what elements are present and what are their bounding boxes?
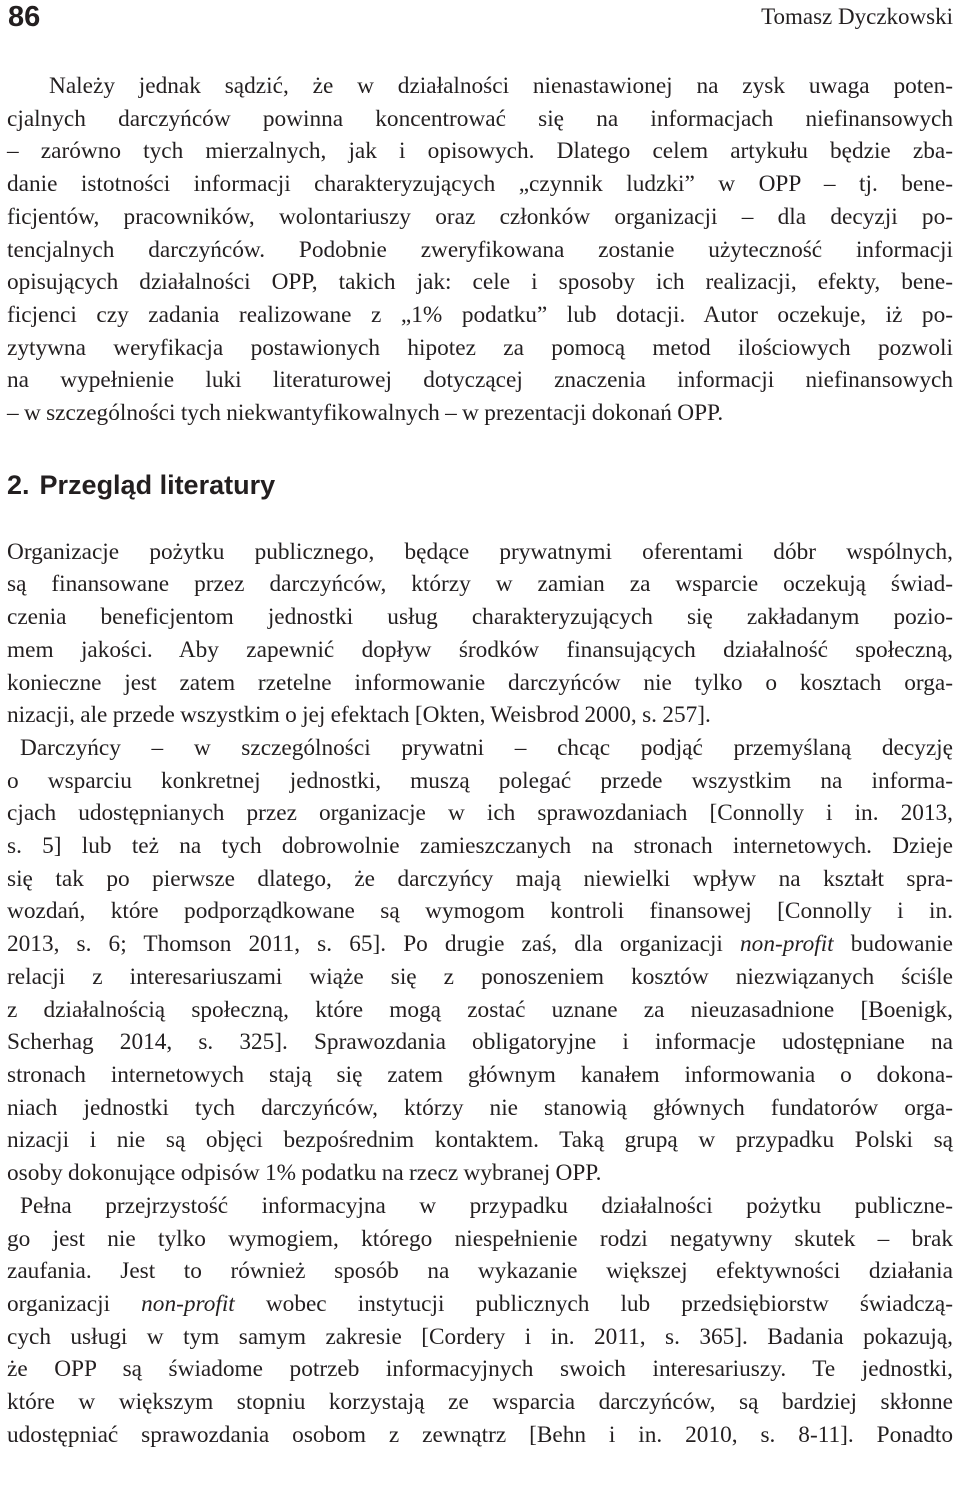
text-line: są finansowane przez darczyńców, którzy w zamian za wsparcie oczekują świad-	[7, 571, 953, 598]
text-line-with-italic	[7, 1288, 953, 1321]
body-paragraph-3	[7, 1190, 953, 1452]
text-line: mem jakości. Aby zapewnić dopływ środków finansujących działalność społeczną,	[7, 636, 953, 663]
text-line: że OPP są świadome potrzeb informacyjnych swoich interesariuszy. Te jednostki,	[7, 1356, 953, 1383]
text-line: czenia beneficjentom jednostki usług charakteryzujących się zakładanym pozio-	[7, 604, 953, 631]
text-line: cjalnych darczyńców powinna koncentrować się na informacjach niefinansowych	[7, 105, 953, 132]
text-line: s. 5] lub też na tych dobrowolnie zamieszczanych na stronach internetowych. Dzieje	[7, 833, 953, 860]
text-segment: budowanie	[850, 931, 953, 958]
text-line: tencjalnych darczyńców. Podobnie zweryfikowana zostanie użyteczność informacji	[7, 236, 953, 263]
text-line: opisujących działalności OPP, takich jak: cele i sposoby ich realizacji, efekty, bene-	[7, 269, 953, 296]
text-line: nizacji, ale przede wszystkim o jej efektach [Okten, Weisbrod 2000, s. 257].	[7, 702, 711, 729]
text-line: cych usługi w tym samym zakresie [Cordery i in. 2011, s. 365]. Badania pokazują,	[7, 1323, 953, 1350]
italic-term: non-profit	[141, 1290, 235, 1317]
text-line: – w szczególności tych niekwantyfikowalnych – w prezentacji dokonań OPP.	[7, 400, 724, 427]
text-segment: 2013, s. 6; Thomson 2011, s. 65]. Po drugie zaś, dla organizacji	[7, 931, 723, 958]
text-line: się tak po pierwsze dlatego, że darczyńcy mają niewielki wpływ na kształt spra-	[7, 865, 953, 892]
text-line: Organizacje pożytku publicznego, będące prywatnymi oferentami dóbr wspólnych,	[7, 538, 953, 565]
text-line: ficjenci czy zadania realizowane z „1% podatku” lub dotacji. Autor oczekuje, iż po-	[7, 301, 953, 328]
text-line: stronach internetowych stają się zatem głównym kanałem informowania o dokona-	[7, 1061, 953, 1088]
text-segment: wobec instytucji publicznych lub przedsiębiorstw świadczą-	[265, 1290, 953, 1317]
text-line: relacji z interesariuszami wiąże się z ponoszeniem kosztów niezwiązanych ściśle	[7, 963, 953, 990]
text-line: konieczne jest zatem rzetelne informowanie darczyńców nie tylko o kosztach orga-	[7, 669, 953, 696]
section-heading	[7, 468, 953, 502]
running-head-author: Tomasz Dyczkowski	[761, 4, 953, 29]
text-line: Należy jednak sądzić, że w działalności nienastawionej na zysk uwaga poten-	[49, 73, 953, 99]
text-line: Scherhag 2014, s. 325]. Sprawozdania obligatoryjne i informacje udostępniane na	[7, 1029, 953, 1056]
body-paragraph-2	[7, 732, 953, 1190]
text-line: osoby dokonujące odpisów 1% podatku na rzecz wybranej OPP.	[7, 1160, 602, 1187]
text-line-with-italic	[7, 928, 953, 961]
text-line: zytywna weryfikacja postawionych hipotez za pomocą metod ilościowych pozwoli	[7, 334, 953, 361]
text-line: Darczyńcy – w szczególności prywatni – chcąc podjąć przemyślaną decyzję	[20, 734, 953, 761]
section-number: 2.	[7, 469, 30, 500]
text-line: na wypełnienie luki literaturowej dotyczącej znaczenia informacji niefinansowych	[7, 367, 953, 394]
text-line: go jest nie tylko wymogiem, którego niespełnienie rodzi negatywny skutek – brak	[7, 1225, 953, 1252]
text-line: nizacji i nie są objęci bezpośrednim kontaktem. Taką grupą w przypadku Polski są	[7, 1127, 953, 1154]
page-number: 86	[8, 1, 41, 33]
intro-paragraph	[7, 70, 953, 430]
text-line: wozdań, które podporządkowane są wymogom kontroli finansowej [Connolly i in.	[7, 898, 953, 925]
text-line: które w większym stopniu korzystają ze wsparcia darczyńców, są bardziej skłonne	[7, 1389, 953, 1416]
text-line: niach jednostki tych darczyńców, którzy nie stanowią głównych fundatorów orga-	[7, 1094, 953, 1121]
text-line: udostępniać sprawozdania osobom z zewnątrz [Behn i in. 2010, s. 8-11]. Ponadto	[7, 1421, 953, 1448]
text-line: z działalnością społeczną, które mogą zostać uznane za nieuzasadnione [Boenigk,	[7, 996, 953, 1023]
document-page	[7, 0, 953, 1485]
text-line: – zarówno tych mierzalnych, jak i opisowych. Dlatego celem artykułu będzie zba-	[7, 138, 953, 165]
text-line: cjach udostępnianych przez organizacje w ich sprawozdaniach [Connolly i in. 2013,	[7, 800, 953, 827]
text-segment: organizacji	[7, 1290, 111, 1317]
text-line: danie istotności informacji charakteryzujących „czynnik ludzki” w OPP – tj. bene-	[7, 171, 953, 198]
page-header	[7, 0, 953, 44]
body-paragraph-1	[7, 536, 953, 732]
section-title: Przegląd literatury	[39, 469, 276, 500]
text-line: ficjentów, pracowników, wolontariuszy oraz członków organizacji – dla decyzji po-	[7, 203, 953, 230]
text-line: Pełna przejrzystość informacyjna w przypadku działalności pożytku publiczne-	[20, 1192, 953, 1219]
italic-term: non-profit	[740, 931, 834, 958]
text-line: o wsparciu konkretnej jednostki, muszą polegać przede wszystkim na informa-	[7, 767, 953, 794]
text-line: zaufania. Jest to również sposób na wykazanie większej efektywności działania	[7, 1258, 953, 1285]
